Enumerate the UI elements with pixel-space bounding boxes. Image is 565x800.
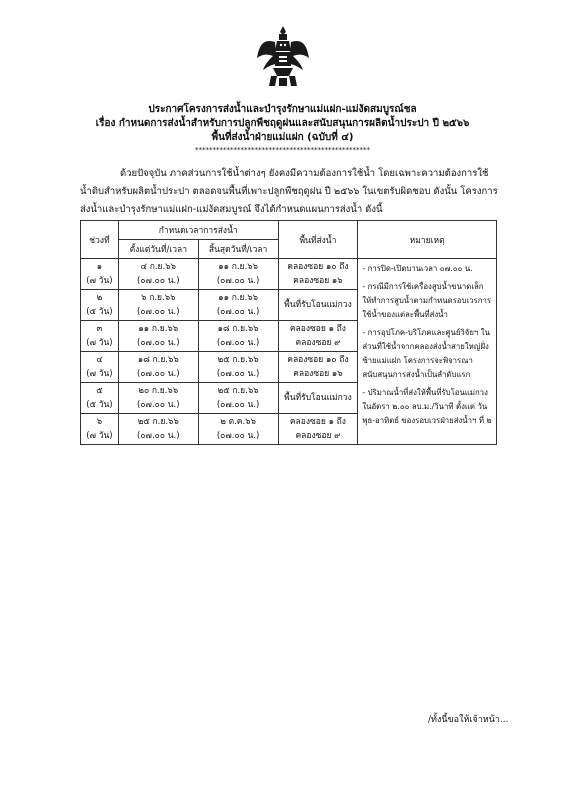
end-cell: ๑๑ ก.ย.๖๖ (๐๗.๐๐ น.) (198, 290, 278, 321)
period-cell: ๕ (๕ วัน) (81, 383, 119, 414)
area-cell: พื้นที่รับโอนแม่กวง (278, 290, 358, 321)
area-cell: คลองซอย ๑๐ ถึง คลองซอย ๑๖ (278, 352, 358, 383)
end-cell: ๒๕ ก.ย.๖๖ (๐๗.๐๐ น.) (198, 352, 278, 383)
start-cell: ๖ ก.ย.๖๖ (๐๗.๐๐ น.) (118, 290, 198, 321)
document-title: ประกาศโครงการส่งน้ำและบำรุงรักษาแม่แฝก-แม่งัดสมบูรณ์ชล (148, 104, 417, 115)
table-row (81, 259, 497, 290)
period-cell: ๑ (๗ วัน) (81, 259, 119, 290)
document-subject: เรื่อง กำหนดการส่งน้ำสำหรับการปลูกพืชฤดูฝนและสนับสนุนการผลิตน้ำประปา ปี ๒๕๖๖ (95, 118, 470, 129)
remark-item: - กรณีมีการใช้เครื่องสูบน้ำขนาดเล็ก ให้ทำการสูบน้ำตามกำหนดรอบเวรการใช้น้ำของแต่ละพื้นที่ส่งน้ำ (362, 282, 492, 319)
intro-text-1: ด้วยปัจจุบัน ภาคส่วนการใช้น้ำต่างๆ ยังคงมีความต้องการใช้น้ำ โดยเฉพาะความต้องการใช้ (120, 168, 489, 179)
header-end: สิ้นสุดวันที่/เวลา (198, 240, 278, 259)
end-cell: ๒๕ ก.ย.๖๖ (๐๗.๐๐ น.) (198, 383, 278, 414)
area-cell: คลองซอย ๑๐ ถึง คลองซอย ๑๖ (278, 259, 358, 290)
header-schedule: กำหนดเวลาการส่งน้ำ (118, 221, 278, 240)
document-subtitle: พื้นที่ส่งน้ำฝ่ายแม่แฝก (ฉบับที่ ๔) (211, 132, 354, 143)
start-cell: ๒๐ ก.ย.๖๖ (๐๗.๐๐ น.) (118, 383, 198, 414)
end-cell: ๑๘ ก.ย.๖๖ (๐๗.๐๐ น.) (198, 321, 278, 352)
water-schedule-table (80, 220, 497, 445)
remarks-cell (358, 259, 497, 445)
area-cell: คลองซอย ๑ ถึง คลองซอย ๙ (278, 414, 358, 445)
area-cell: พื้นที่รับโอนแม่กวง (278, 383, 358, 414)
start-cell: ๔ ก.ย.๖๖ (๐๗.๐๐ น.) (118, 259, 198, 290)
period-cell: ๔ (๗ วัน) (81, 352, 119, 383)
intro-line-2: น้ำดิบสำหรับผลิตน้ำประปา ตลอดจนพื้นที่เพาะปลูกพืชฤดูฝน ปี ๒๕๖๖ ในเขตรับผิดชอบ ดังนั้น โครงการ (80, 186, 498, 197)
intro-line-1 (80, 164, 500, 183)
star-divider: ************************************************** (195, 146, 370, 154)
header-remarks: หมายเหตุ (358, 221, 497, 259)
header-period: ช่วงที่ (81, 221, 119, 259)
end-cell: ๒ ต.ค.๖๖ (๐๗.๐๐ น.) (198, 414, 278, 445)
end-cell: ๑๑ ก.ย.๖๖ (๐๗.๐๐ น.) (198, 259, 278, 290)
area-cell: คลองซอย ๑ ถึง คลองซอย ๙ (278, 321, 358, 352)
period-cell: ๓ (๗ วัน) (81, 321, 119, 352)
start-cell: ๒๕ ก.ย.๖๖ (๐๗.๐๐ น.) (118, 414, 198, 445)
period-cell: ๖ (๗ วัน) (81, 414, 119, 445)
start-cell: ๑๘ ก.ย.๖๖ (๐๗.๐๐ น.) (118, 352, 198, 383)
continuation-note: /ทั้งนี้ขอให้เจ้าหน้า... (428, 715, 509, 725)
remark-item: - การอุปโภค-บริโภคและศูนย์วิจัยฯ ในส่วนที่ใช้น้ำจากคลองส่งน้ำสายใหญ่ฝั่งซ้ายแม่แฝก โครงการจะพิจารณาสนับสนุนการส่งน้ำเป็นลำดับแรก (362, 328, 490, 379)
header-start: ตั้งแต่วันที่/เวลา (118, 240, 198, 259)
remark-item: - ปริมาณน้ำที่ส่งให้พื้นที่รับโอนแม่กวง ในอัตรา ๒.๐๐ ลบ.ม./วินาที ตั้งแต่ วันพุธ-อาทิตย์ ของรอบเวรฝ่ายส่งน้ำฯ ที่ ๒ (362, 388, 492, 425)
period-cell: ๒ (๕ วัน) (81, 290, 119, 321)
start-cell: ๑๑ ก.ย.๖๖ (๐๗.๐๐ น.) (118, 321, 198, 352)
garuda-emblem-icon (255, 24, 311, 88)
remark-item: - การปิด-เปิดบานเวลา ๐๗.๐๐ น. (362, 264, 473, 273)
intro-line-3: ส่งน้ำและบำรุงรักษาแม่แฝก-แม่งัดสมบูรณ์ จึงได้กำหนดแผนการส่งน้ำ ดังนี้ (80, 204, 383, 215)
header-area: พื้นที่ส่งน้ำ (278, 221, 358, 259)
